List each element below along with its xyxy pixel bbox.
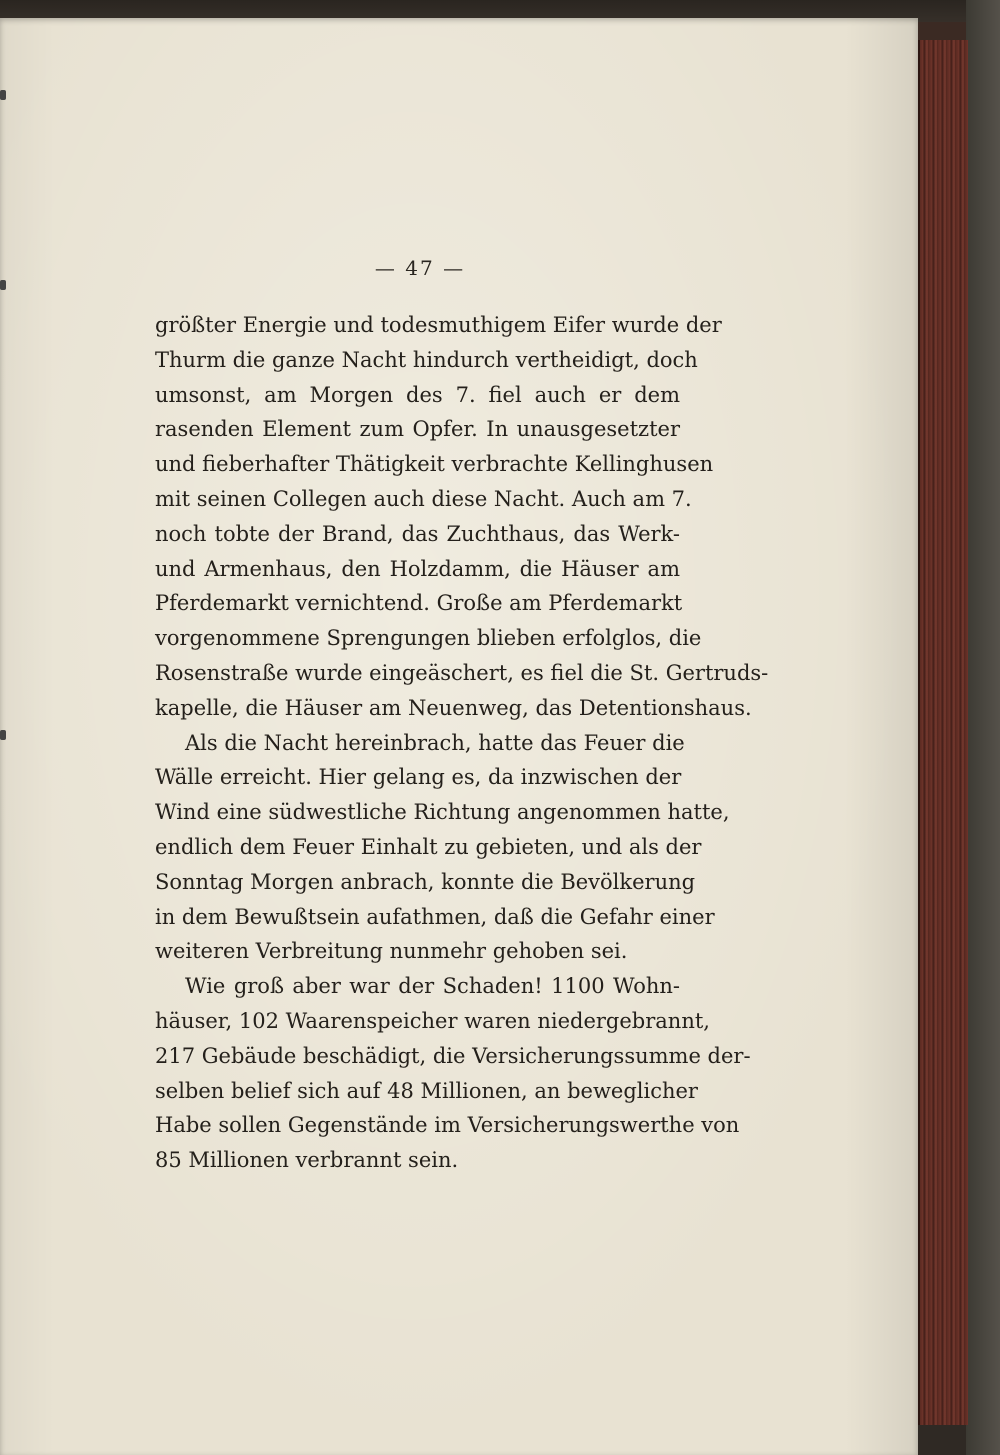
page-number: — 47 — [374, 256, 466, 280]
book-page-edges [918, 40, 968, 1425]
text-line: vorgenommene Sprengungen blieben erfolglos, die [155, 626, 702, 651]
binding-mark [0, 90, 6, 100]
binding-mark [0, 280, 6, 290]
text-line: weiteren Verbreitung nunmehr gehoben sei. [155, 939, 628, 964]
text-line: noch tobte der Brand, das Zuchthaus, das Werk- [155, 521, 680, 546]
text-line: 217 Gebäude beschädigt, die Versicherungssumme der- [155, 1043, 751, 1068]
text-line: Wälle erreicht. Hier gelang es, da inzwischen der [155, 765, 682, 790]
text-line: Habe sollen Gegenstände im Versicherungswerthe von [155, 1113, 740, 1138]
scan-background-right [966, 0, 1000, 1455]
text-line: Pferdemarkt vernichtend. Große am Pferdemarkt [155, 591, 683, 616]
text-line: selben belief sich auf 48 Millionen, an beweglicher [155, 1078, 698, 1103]
text-line: in dem Bewußtsein aufathmen, daß die Gefahr einer [155, 904, 715, 929]
text-line: Wind eine südwestliche Richtung angenommen hatte, [155, 800, 730, 825]
text-line: häuser, 102 Waarenspeicher waren niedergebrannt, [155, 1008, 710, 1033]
text-line: Wie groß aber war der Schaden! 1100 Wohn- [185, 974, 680, 999]
text-line: und Armenhaus, den Holzdamm, die Häuser am [155, 556, 680, 581]
text-line: endlich dem Feuer Einhalt zu gebieten, und als der [155, 834, 702, 859]
text-line: Sonntag Morgen anbrach, konnte die Bevölkerung [155, 869, 696, 894]
text-line: größter Energie und todesmuthigem Eifer wurde der [155, 313, 722, 337]
text-line: Thurm die ganze Nacht hindurch vertheidigt, doch [155, 347, 698, 372]
text-line: 85 Millionen verbrannt sein. [155, 1148, 459, 1173]
binding-mark [0, 730, 6, 740]
text-line: und fieberhafter Thätigkeit verbrachte Kellinghusen [155, 452, 714, 477]
text-line: umsonst, am Morgen des 7. fiel auch er dem [155, 382, 680, 407]
text-line: Als die Nacht hereinbrach, hatte das Feuer die [185, 730, 685, 755]
body-text [155, 308, 769, 1178]
text-line: rasenden Element zum Opfer. In unausgesetzter [155, 417, 680, 442]
text-line: Rosenstraße wurde eingeäschert, es fiel die St. Gertruds- [155, 660, 769, 685]
text-line: mit seinen Collegen auch diese Nacht. Auch am 7. [155, 486, 692, 511]
text-line: kapelle, die Häuser am Neuenweg, das Detentionshaus. [155, 695, 752, 720]
